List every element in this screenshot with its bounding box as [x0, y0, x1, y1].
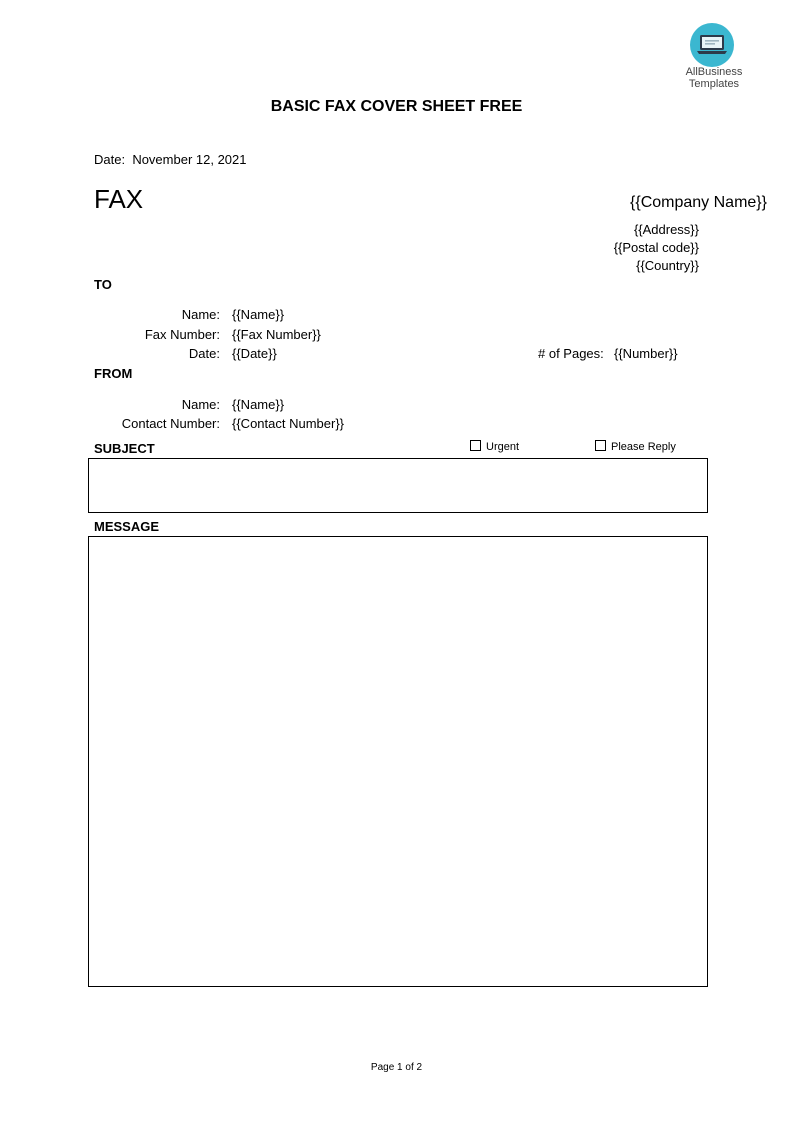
from-contact-value: {{Contact Number}} — [232, 416, 345, 431]
logo-line-1: AllBusiness — [685, 66, 743, 78]
to-date-value: {{Date}} — [232, 346, 277, 361]
company-address: {{Address}} — [633, 222, 699, 237]
please-reply-checkbox[interactable] — [595, 440, 606, 451]
to-date-label: Date: — [188, 346, 220, 361]
logo-text — [672, 66, 756, 90]
date-label: Date: — [94, 152, 126, 167]
company-postal-code: {{Postal code}} — [613, 240, 699, 255]
from-name-label: Name: — [181, 397, 220, 412]
fax-heading: FAX — [94, 184, 144, 214]
message-heading: MESSAGE — [94, 519, 160, 534]
from-heading: FROM — [94, 366, 133, 381]
date-value: November 12, 2021 — [132, 152, 247, 167]
message-box[interactable] — [88, 536, 708, 987]
company-name: {{Company Name}} — [630, 194, 767, 211]
to-heading: TO — [94, 277, 112, 292]
urgent-checkbox[interactable] — [470, 440, 481, 451]
to-fax-label: Fax Number: — [144, 327, 220, 342]
date-line — [94, 152, 247, 167]
company-country: {{Country}} — [636, 258, 699, 273]
to-name-label: Name: — [181, 307, 220, 322]
urgent-option[interactable] — [470, 440, 519, 453]
urgent-label: Urgent — [486, 441, 520, 453]
logo-line-2: Templates — [688, 78, 740, 90]
to-name-value: {{Name}} — [232, 307, 285, 322]
pages-label: # of Pages: — [538, 346, 604, 361]
logo-badge — [690, 23, 734, 67]
please-reply-option[interactable] — [595, 440, 676, 453]
page-footer: Page 1 of 2 — [370, 1062, 423, 1073]
document-title: BASIC FAX COVER SHEET FREE — [270, 98, 523, 115]
subject-box[interactable] — [88, 458, 708, 513]
from-name-value: {{Name}} — [232, 397, 285, 412]
laptop-icon — [690, 23, 734, 67]
from-contact-label: Contact Number: — [121, 416, 220, 431]
to-fax-value: {{Fax Number}} — [232, 327, 321, 342]
please-reply-label: Please Reply — [611, 441, 676, 453]
pages-value: {{Number}} — [614, 346, 678, 361]
subject-heading: SUBJECT — [94, 441, 155, 456]
